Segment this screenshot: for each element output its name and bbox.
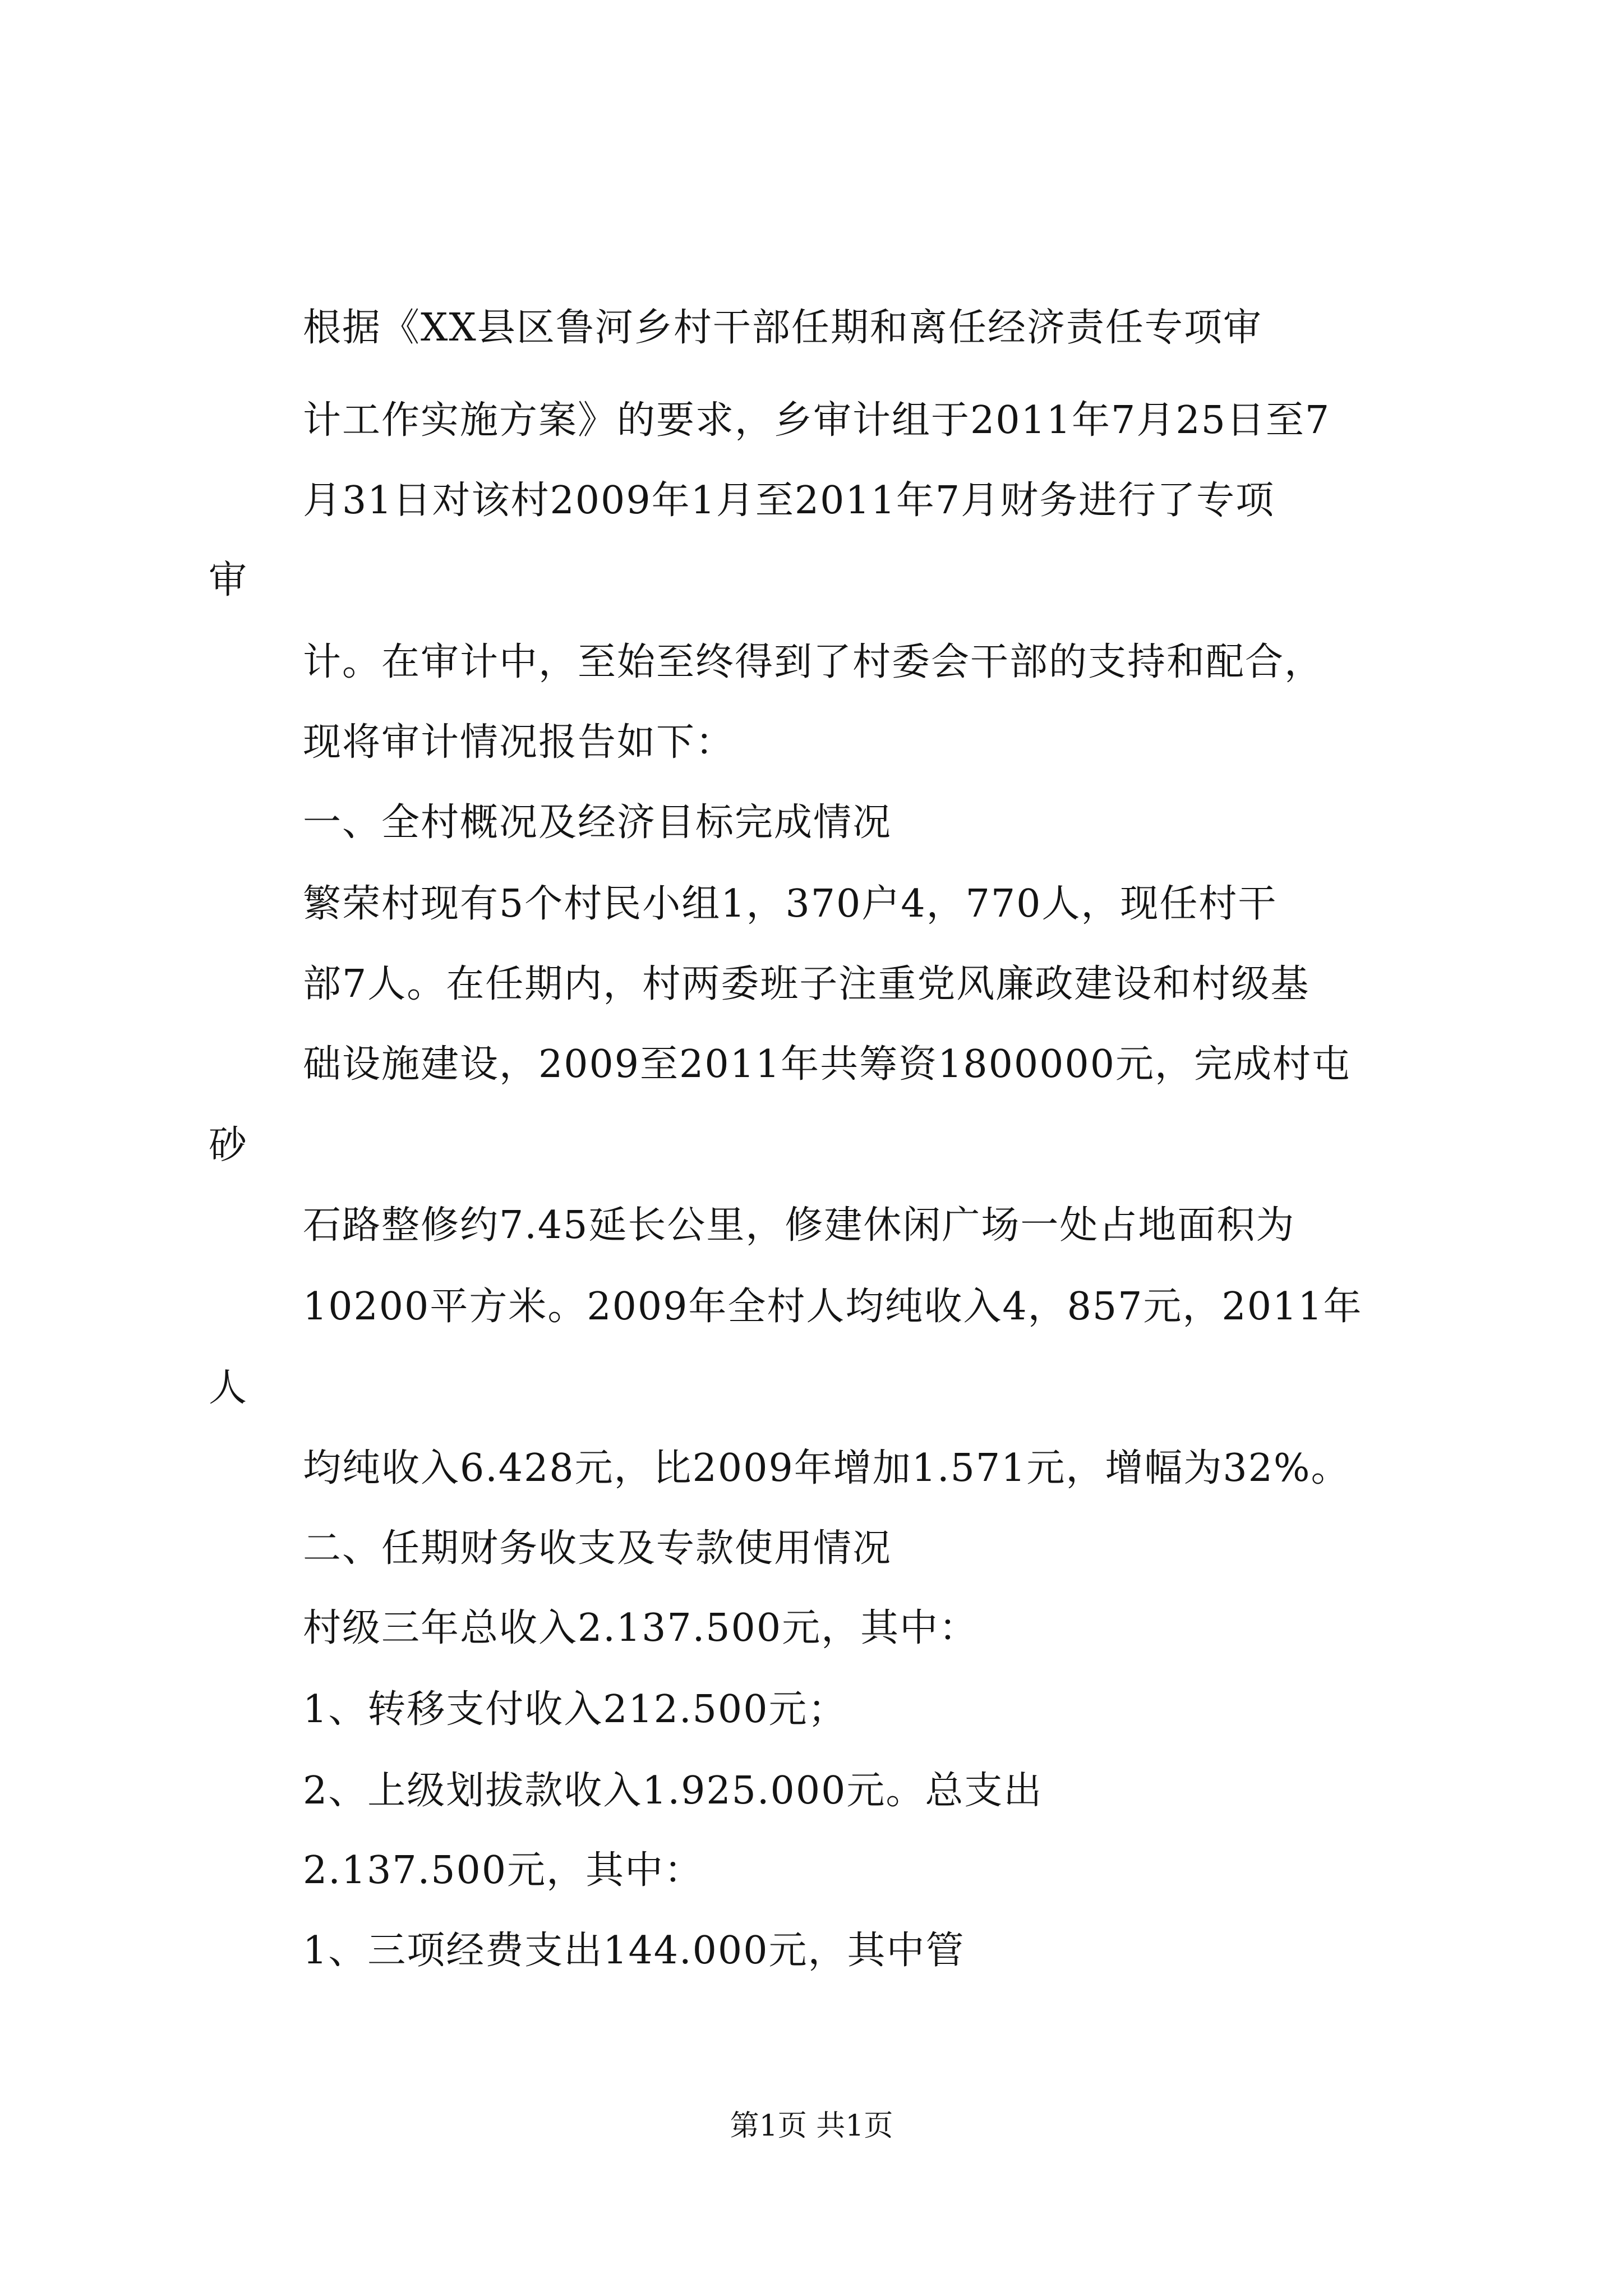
paragraph-line: 2.137.500元，其中： bbox=[303, 1848, 704, 1893]
list-item: 1、三项经费支出144.000元，其中管 bbox=[303, 1929, 965, 1973]
paragraph-line: 础设施建设，2009至2011年共筹资1800000元，完成村屯 bbox=[303, 1042, 1351, 1087]
section-heading: 一、全村概况及经济目标完成情况 bbox=[303, 800, 892, 845]
paragraph-line: 现将审计情况报告如下： bbox=[303, 720, 735, 765]
paragraph-line: 砂 bbox=[209, 1123, 248, 1167]
paragraph-line: 计工作实施方案》的要求，乡审计组于2011年7月25日至7 bbox=[303, 398, 1331, 443]
paragraph-line: 繁荣村现有5个村民小组1，370户4，770人，现任村干 bbox=[303, 882, 1278, 926]
page-footer: 第1页 共1页 bbox=[730, 2109, 893, 2143]
paragraph-line: 根据《XX县区鲁河乡村干部任期和离任经济责任专项审 bbox=[303, 306, 1262, 350]
paragraph-line: 审 bbox=[209, 558, 248, 602]
paragraph-line: 部7人。在任期内，村两委班子注重党风廉政建设和村级基 bbox=[303, 962, 1310, 1006]
paragraph-line: 人 bbox=[209, 1366, 248, 1410]
section-heading: 二、任期财务收支及专款使用情况 bbox=[303, 1526, 892, 1571]
paragraph-line: 均纯收入6.428元，比2009年增加1.571元，增幅为32%。 bbox=[303, 1446, 1350, 1490]
paragraph-line: 石路整修约7.45延长公里，修建休闲广场一处占地面积为 bbox=[303, 1203, 1295, 1248]
paragraph-line: 月31日对该村2009年1月至2011年7月财务进行了专项 bbox=[303, 478, 1275, 523]
list-item: 1、转移支付收入212.500元； bbox=[303, 1687, 847, 1732]
list-item: 2、上级划拔款收入1.925.000元。总支出 bbox=[303, 1769, 1043, 1813]
paragraph-line: 10200平方米。2009年全村人均纯收入4，857元，2011年 bbox=[303, 1285, 1363, 1329]
paragraph-line: 计。在审计中，至始至终得到了村委会干部的支持和配合， bbox=[303, 640, 1324, 684]
paragraph-line: 村级三年总收入2.137.500元，其中： bbox=[303, 1606, 979, 1650]
